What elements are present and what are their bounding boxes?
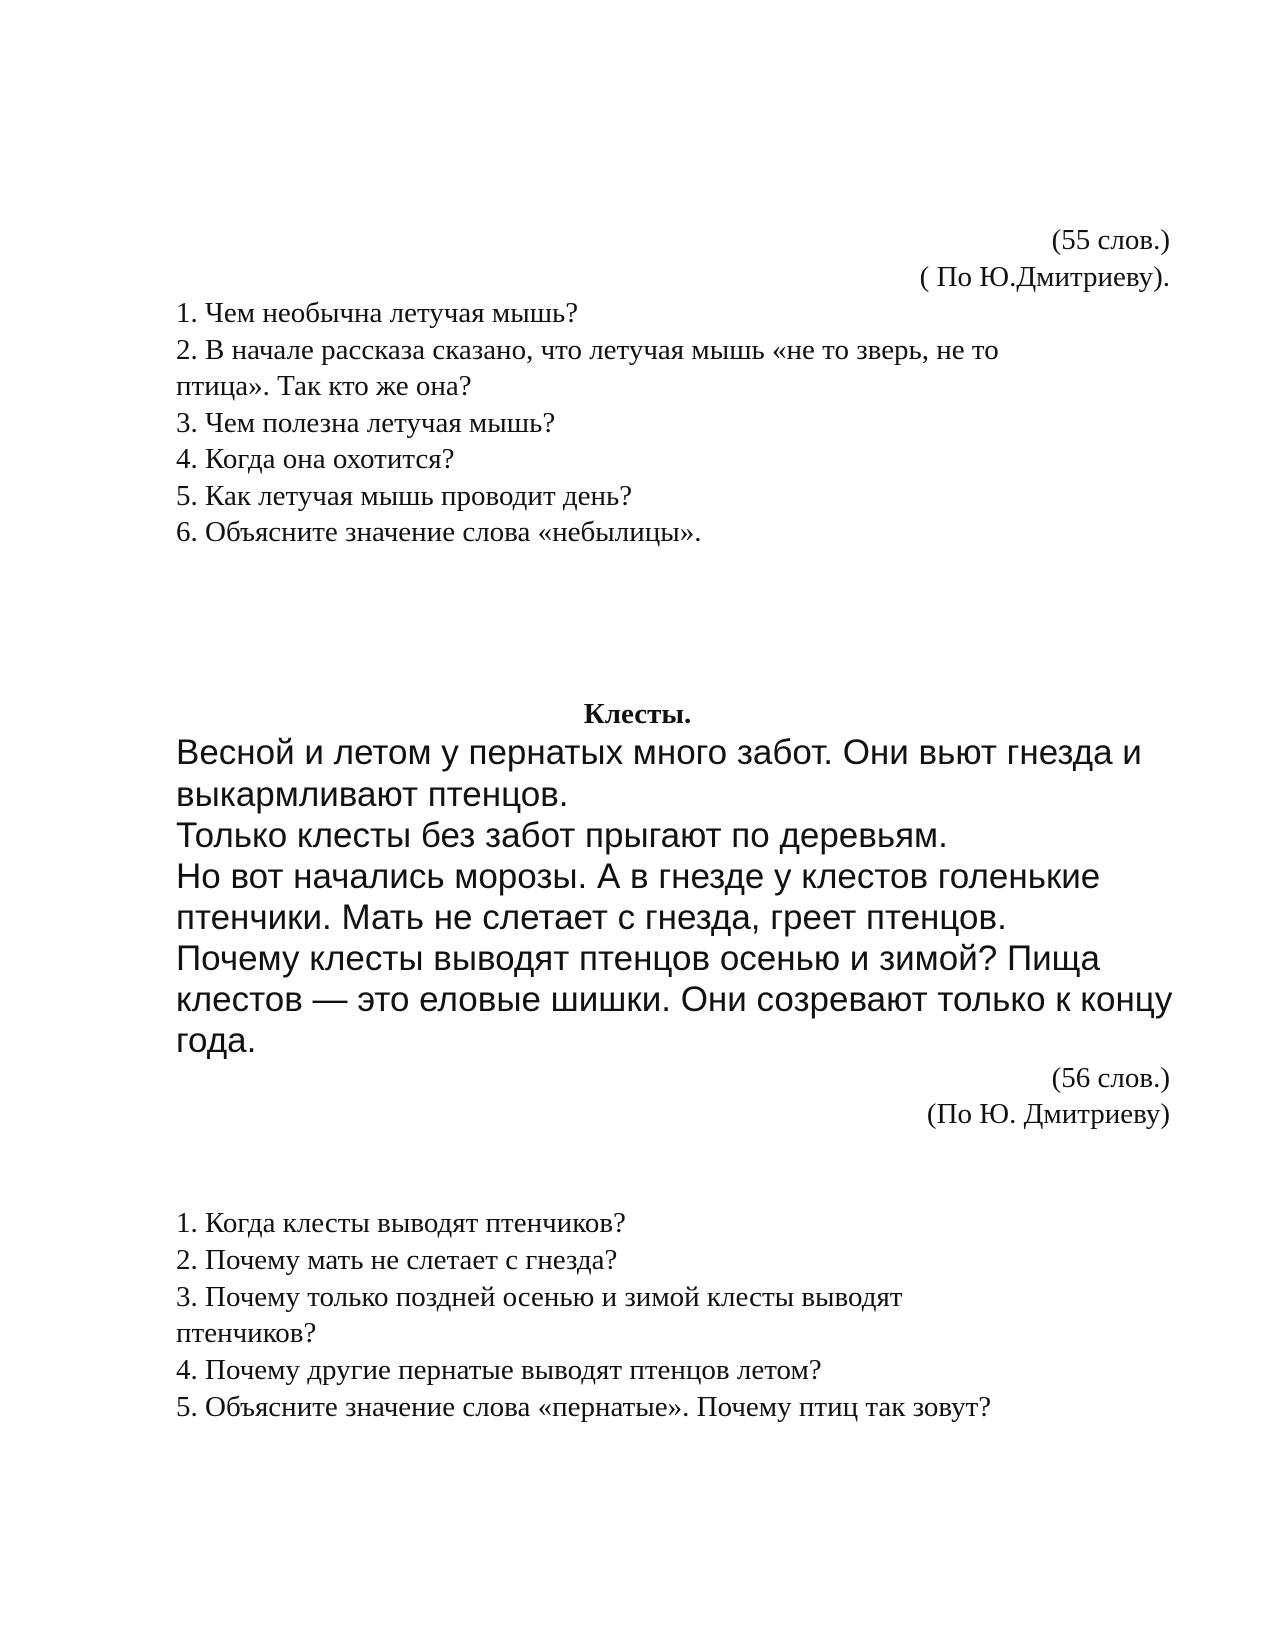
source-attribution-2: (По Ю. Дмитриеву)	[926, 1098, 1170, 1130]
story-title: Клесты.	[583, 698, 692, 730]
question-line: 6. Объясните значение слова «небылицы».	[176, 516, 702, 548]
story-line: Почему клесты выводят птенцов осенью и зимой? Пища	[176, 939, 1100, 978]
story-line: Но вот начались морозы. А в гнезде у клестов голенькие	[176, 857, 1101, 896]
word-count-2: (56 слов.)	[1051, 1062, 1170, 1094]
question-line: 4. Почему другие пернатые выводят птенцов летом?	[176, 1354, 822, 1386]
story-line: года.	[176, 1021, 257, 1060]
story-line: клестов — это еловые шишки. Они созревают только к концу	[176, 980, 1173, 1019]
question-line: 3. Чем полезна летучая мышь?	[176, 407, 556, 439]
story-line: выкармливают птенцов.	[176, 775, 569, 814]
question-line: 1. Когда клесты выводят птенчиков?	[176, 1207, 626, 1239]
question-line: 5. Как летучая мышь проводит день?	[176, 480, 633, 512]
question-line: 4. Когда она охотится?	[176, 443, 455, 475]
story-line: Весной и летом у пернатых много забот. Они вьют гнезда и	[176, 733, 1142, 772]
question-line: 5. Объясните значение слова «пернатые». Почему птиц так зовут?	[176, 1391, 992, 1423]
question-line: 1. Чем необычна летучая мышь?	[176, 297, 579, 329]
question-line: птенчиков?	[176, 1317, 317, 1349]
source-attribution-1: ( По Ю.Дмитриеву).	[919, 261, 1170, 293]
story-line: птенчики. Мать не слетает с гнезда, греет птенцов.	[176, 898, 1007, 937]
story-line: Только клесты без забот прыгают по деревьям.	[176, 816, 948, 855]
question-line: 2. В начале рассказа сказано, что летучая мышь «не то зверь, не то	[176, 334, 999, 366]
question-line: птица». Так кто же она?	[176, 370, 472, 402]
question-line: 2. Почему мать не слетает с гнезда?	[176, 1244, 618, 1276]
question-line: 3. Почему только поздней осенью и зимой клесты выводят	[176, 1281, 903, 1313]
word-count-1: (55 слов.)	[1051, 224, 1170, 256]
